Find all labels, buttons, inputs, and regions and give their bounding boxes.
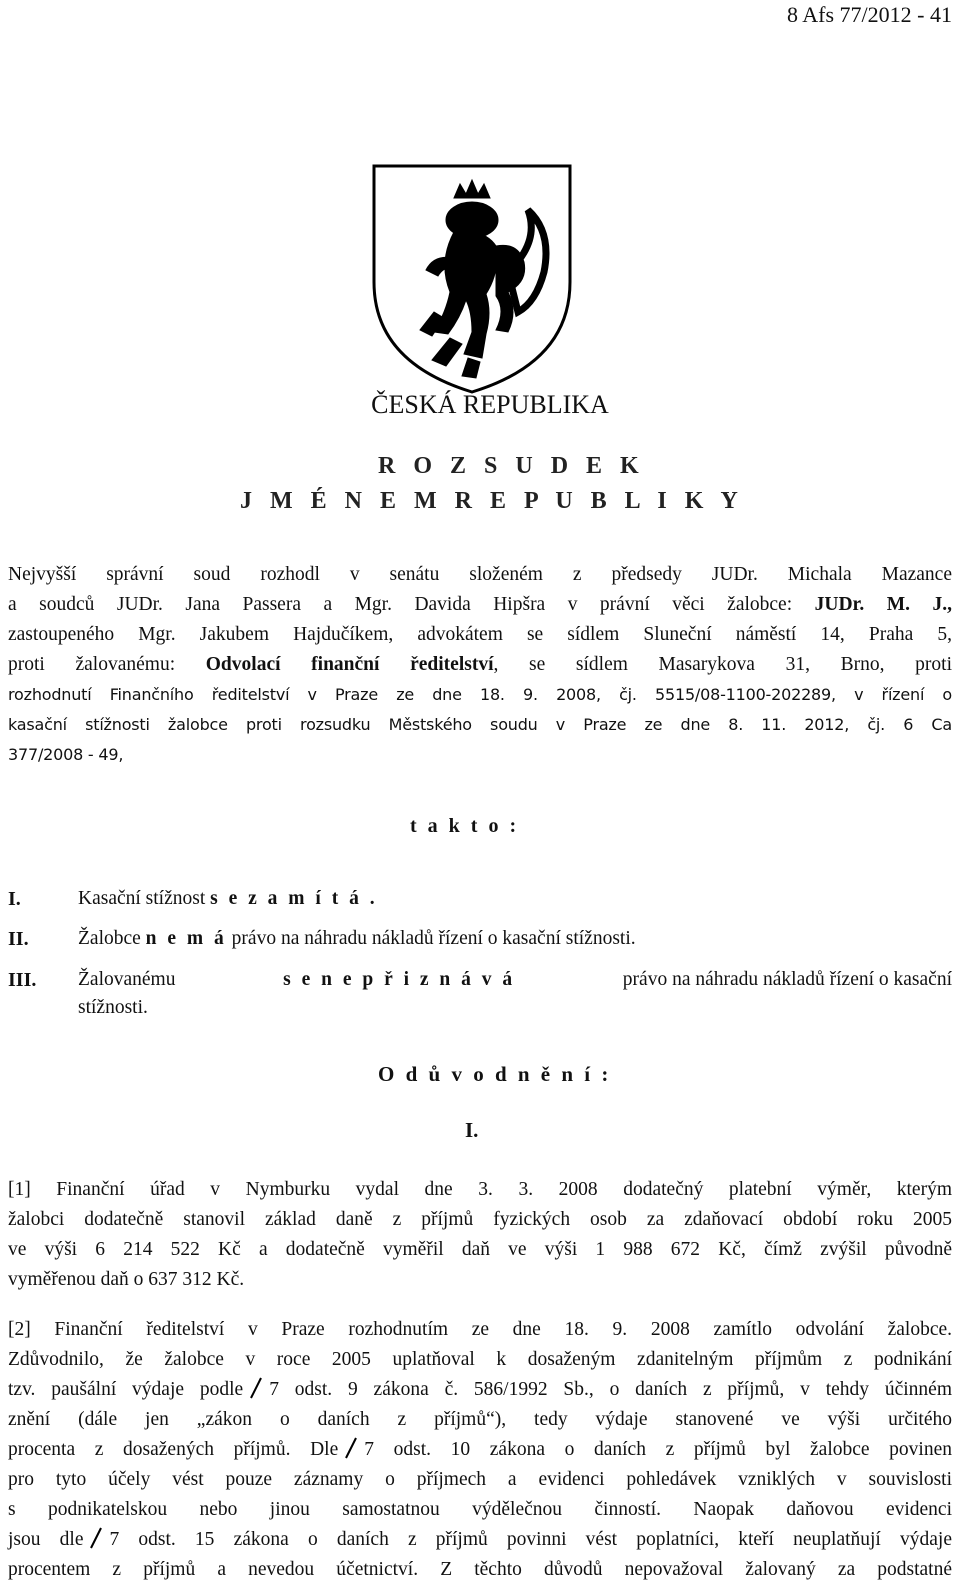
paragraph-text: 7 odst. 15 zákona o daních z příjmů povinni vést poplatníci, kteří neuplatňují výdaje [109,1529,952,1550]
paragraph-line [8,1375,952,1405]
intro-line: rozhodnutí Finančního ředitelství v Praze ze dne 18. 9. 2008, čj. 5515/08-1100-202289, v řízení o [8,685,952,704]
verdict-text: Kasační stížnost [78,888,211,909]
paragraph-line: [1] Finanční úřad v Nymburku vydal dne 3. 3. 2008 dodatečný platební výměr, kterým [8,1179,952,1200]
paragraph-line: pro tyto účely vést pouze záznamy o příjmech a evidenci pohledávek vzniklých v souvislosti [8,1469,952,1490]
paragraph-text: jsou dle [8,1529,84,1550]
verdict-intro: t a k t o : [410,815,520,837]
paragraph-line: s podnikatelskou nebo jinou samostatnou výdělečnou činností. Naopak daňovou evidenci [8,1499,952,1520]
paragraph-text: 7 odst. 10 zákona o daních z příjmů byl žalobce povinen [364,1439,952,1460]
verdict-text-continued: stížnosti. [78,997,148,1018]
intro-line: 377/2008 - 49, [8,745,124,764]
paragraph-line: procentem z příjmů a nevedou účetnictví. Z těchto důvodů nepovažoval žalovaný za podstatné [8,1559,952,1580]
intro-line: kasační stížnosti žalobce proti rozsudku Městského soudu v Praze ze dne 8. 11. 2012, čj. 6 Ca [8,715,952,734]
paragraph-text: 7 odst. 9 zákona č. 586/1992 Sb., o daních z příjmů, v tehdy účinném [269,1379,952,1400]
case-reference: 8 Afs 77/2012 - 41 [787,2,952,27]
paragraph-line: vyměřenou daň o 637 312 Kč. [8,1269,245,1290]
section-sign-icon [249,1377,263,1399]
document-title: R O Z S U D E K [378,453,645,479]
verdict-decision: s e z a m í t á . [210,888,378,909]
paragraph-text: procenta z dosažených příjmů. Dle [8,1439,339,1460]
reasoning-heading: O d ů v o d n ě n í : [378,1062,612,1086]
verdict-text: právo na náhradu nákladů řízení o kasační [622,969,952,990]
intro-paragraph [8,560,952,770]
plaintiff-name: JUDr. M. J. [814,594,948,615]
verdict-text: právo na náhradu nákladů řízení o kasační stížnosti. [226,928,636,949]
reasoning-section-number: I. [465,1118,479,1142]
section-sign-icon [89,1527,103,1549]
intro-line [8,590,952,620]
defendant-name: Odvolací finanční ředitelství [205,654,494,675]
country-name: ČESKÁ REPUBLIKA [371,390,609,419]
verdict-text: Žalovanému [78,969,176,990]
intro-text: , se sídlem Masarykova 31, Brno, proti [493,654,952,675]
intro-line: zastoupeného Mgr. Jakubem Hajdučíkem, advokátem se sídlem Sluneční náměstí 14, Praha 5, [8,624,952,645]
paragraph-2 [8,1315,952,1585]
verdict-decision: s e n e p ř i z n á v á [283,969,516,990]
paragraph-line: žalobci dodatečně stanovil základ daně z příjmů fyzických osob za zdaňovací období roku 2005 [8,1209,952,1230]
paragraph-line: Zdůvodnilo, že žalobce v roce 2005 uplatňoval k dosaženým zdanitelným příjmům z podnikání [8,1349,952,1370]
paragraph-1 [8,1175,952,1295]
verdict-number: III. [8,969,37,991]
paragraph-line [8,1435,952,1465]
verdict-item [78,969,952,991]
paragraph-line: znění (dále jen „zákon o daních z příjmů“), tedy výdaje stanovené ve výši určitého [8,1409,952,1430]
verdict-item [78,928,636,950]
verdict-decision: n e m á [145,928,227,949]
paragraph-line: [2] Finanční ředitelství v Praze rozhodnutím ze dne 18. 9. 2008 zamítlo odvolání žalobce. [8,1319,952,1340]
paragraph-line: ve výši 6 214 522 Kč a dodatečně vyměřil daň ve výši 1 988 672 Kč, čímž zvýšil původně [8,1239,952,1260]
paragraph-text: tzv. paušální výdaje podle [8,1379,244,1400]
intro-text: , [947,594,952,615]
czech-coat-of-arms-emblem [368,162,576,396]
verdict-item [78,888,378,910]
intro-line: Nejvyšší správní soud rozhodl v senátu složeném z předsedy JUDr. Michala Mazance [8,564,952,585]
section-sign-icon [344,1437,358,1459]
intro-text: a soudců JUDr. Jana Passera a Mgr. Davida Hipšra v právní věci žalobce: [8,594,815,615]
verdict-text: Žalobce [78,928,146,949]
intro-text: proti žalovanému: [8,654,206,675]
document-subtitle: J M É N E M R E P U B L I K Y [240,488,744,514]
verdict-number: II. [8,928,29,950]
intro-line [8,650,952,680]
verdict-number: I. [8,888,21,910]
paragraph-line [8,1525,952,1555]
